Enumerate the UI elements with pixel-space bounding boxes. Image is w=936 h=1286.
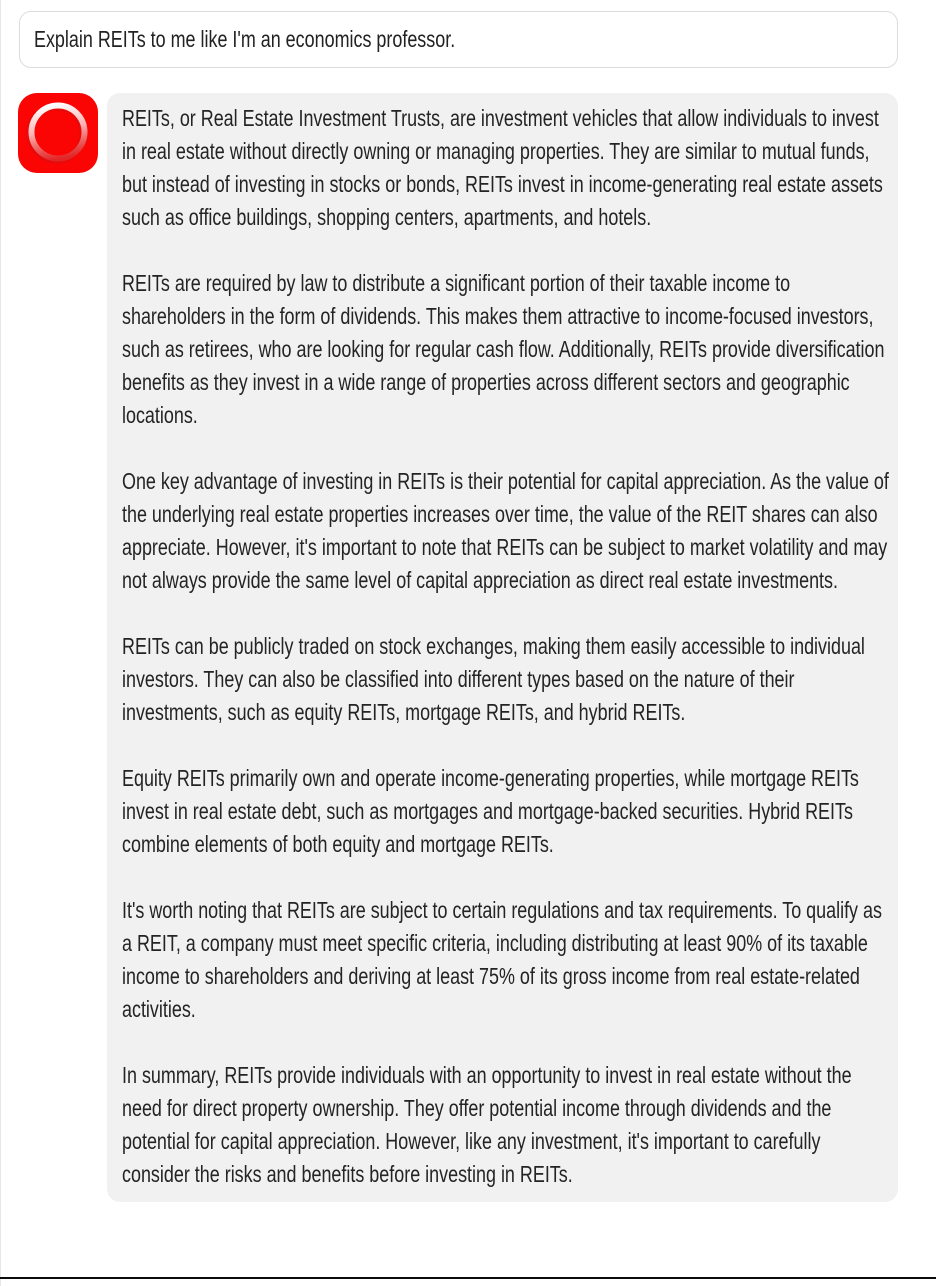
assistant-paragraph-4: REITs can be publicly traded on stock exchanges, making them easily accessible to individual investors. They can also be classified into different types based on the nature of their investments, such as equity REITs, mortgage REITs, and hybrid REITs. [122, 633, 865, 725]
assistant-paragraph-6: It's worth noting that REITs are subject to certain regulations and tax requirements. To qualify as a REIT, a company must meet specific criteria, including distributing at least 90% of its taxable income to shareholders and deriving at least 75% of its gross income from real estate-related activities. [122, 897, 882, 1022]
assistant-paragraph-1: REITs, or Real Estate Investment Trusts, are investment vehicles that allow individuals to invest in real estate without directly owning or managing properties. They are similar to mutual funds, but instead of investing in stocks or bonds, REITs invest in income-generating real estate assets such as office buildings, shopping centers, apartments, and hotels. [122, 105, 883, 230]
assistant-paragraph-7: In summary, REITs provide individuals with an opportunity to invest in real estate without the need for direct property ownership. They offer potential income through dividends and the potential for capital appreciation. However, like any investment, it's important to carefully consider the risks and benefits before investing in REITs. [122, 1062, 852, 1187]
red-ring-icon [18, 93, 98, 173]
assistant-paragraph-5: Equity REITs primarily own and operate income-generating properties, while mortgage REITs invest in real estate debt, such as mortgages and mortgage-backed securities. Hybrid REITs combine elements of both equity and mortgage REITs. [122, 765, 859, 857]
bottom-divider [0, 1277, 936, 1279]
assistant-avatar [18, 93, 98, 173]
assistant-message-row [18, 93, 898, 1202]
assistant-paragraph-3: One key advantage of investing in REITs is their potential for capital appreciation. As the value of the underlying real estate properties increases over time, the value of the REIT shares can also appreciate. However, it's important to note that REITs can be subject to market volatility and may not always provide the same level of capital appreciation as direct real estate investments. [122, 468, 889, 593]
assistant-message-text [122, 102, 893, 1191]
user-message-text: Explain REITs to me like I'm an economics professor. [34, 26, 456, 52]
assistant-paragraph-2: REITs are required by law to distribute a significant portion of their taxable income to shareholders in the form of dividends. This makes them attractive to income-focused investors, such as retirees, who are looking for regular cash flow. Additionally, REITs provide diversification benefits as they invest in a wide range of properties across different sectors and geographic locations. [122, 270, 885, 428]
window-left-edge [0, 0, 1, 1286]
assistant-message [107, 93, 898, 1202]
user-message[interactable] [19, 11, 898, 68]
